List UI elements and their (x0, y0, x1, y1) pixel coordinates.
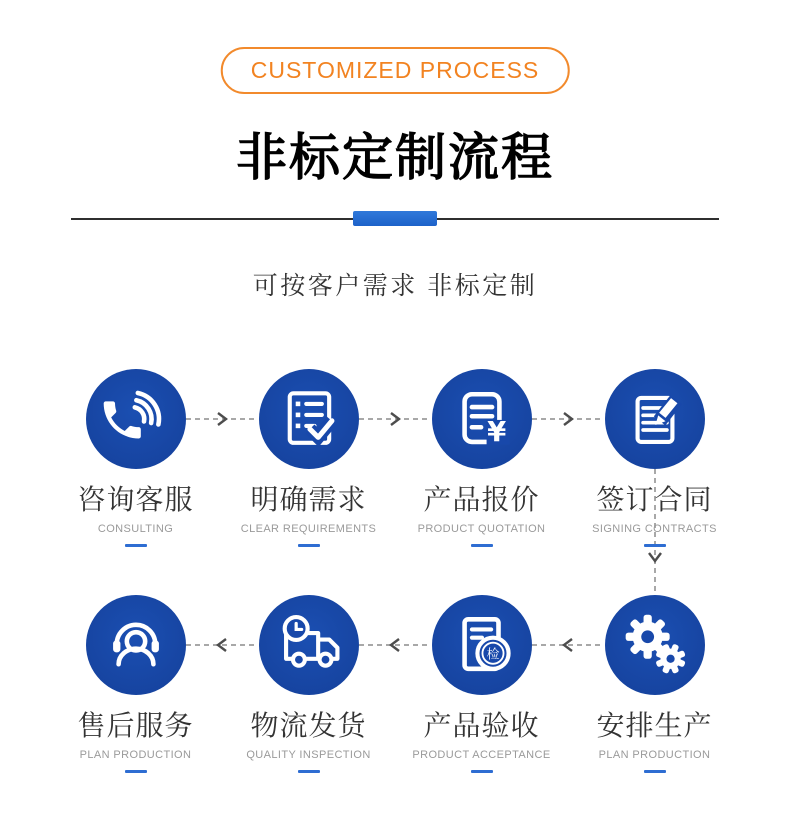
step-after-sales-service (49, 595, 222, 773)
step-subtitle-en: PRODUCT ACCEPTANCE (412, 749, 551, 761)
step-subtitle-en: CONSULTING (97, 523, 174, 535)
step-accent-dash (471, 544, 493, 547)
step-subtitle-en: PRODUCT QUOTATION (417, 523, 546, 535)
step-subtitle-en: PLAN PRODUCTION (598, 749, 711, 761)
step-title-zh: 明确需求 (250, 484, 367, 515)
step-product-quotation (395, 369, 568, 547)
step-accent-dash (125, 544, 147, 547)
divider-accent-bar (353, 211, 437, 226)
step-accent-dash (125, 770, 147, 773)
step-signing-contracts (568, 369, 741, 547)
delivery-truck-icon (265, 601, 353, 689)
step-circle (86, 595, 186, 695)
flow-row-2 (49, 595, 741, 773)
step-title-zh: 产品验收 (423, 710, 540, 741)
step-circle (432, 369, 532, 469)
eyebrow-text: CUSTOMIZED PROCESS (250, 57, 540, 83)
section-subtitle: 可按客户需求 非标定制 (252, 272, 538, 300)
svg-text:¥: ¥ (486, 416, 506, 448)
step-logistics-delivery (222, 595, 395, 773)
step-consulting (49, 369, 222, 547)
svg-text:检: 检 (486, 647, 499, 663)
section-eyebrow-badge (221, 47, 570, 94)
step-circle (605, 595, 705, 695)
process-flow (49, 369, 741, 789)
step-circle (432, 595, 532, 695)
quotation-document-icon (438, 375, 526, 463)
headset-service-icon (92, 601, 180, 689)
step-circle (259, 595, 359, 695)
phone-icon (92, 375, 180, 463)
step-subtitle-en: QUALITY INSPECTION (246, 749, 371, 761)
title-divider (71, 211, 719, 226)
step-title-zh: 咨询客服 (77, 484, 194, 515)
step-accent-dash (298, 544, 320, 547)
step-circle (259, 369, 359, 469)
inspection-document-icon (438, 601, 526, 689)
step-circle (605, 369, 705, 469)
step-subtitle-en: PLAN PRODUCTION (79, 749, 192, 761)
step-accent-dash (644, 770, 666, 773)
contract-pen-icon (611, 375, 699, 463)
step-product-acceptance (395, 595, 568, 773)
step-title-zh: 售后服务 (77, 710, 194, 741)
step-accent-dash (298, 770, 320, 773)
step-plan-production (568, 595, 741, 773)
step-title-zh: 产品报价 (423, 484, 540, 515)
checklist-icon (265, 375, 353, 463)
step-accent-dash (471, 770, 493, 773)
gears-icon (611, 601, 699, 689)
step-circle (86, 369, 186, 469)
step-accent-dash (644, 544, 666, 547)
step-title-zh: 物流发货 (250, 710, 367, 741)
step-clear-requirements (222, 369, 395, 547)
step-subtitle-en: SIGNING CONTRACTS (592, 523, 717, 535)
step-subtitle-en: CLEAR REQUIREMENTS (240, 523, 377, 535)
page-title: 非标定制流程 (235, 129, 554, 186)
step-title-zh: 签订合同 (596, 484, 713, 515)
flow-row-1 (49, 369, 741, 547)
step-title-zh: 安排生产 (596, 710, 713, 741)
